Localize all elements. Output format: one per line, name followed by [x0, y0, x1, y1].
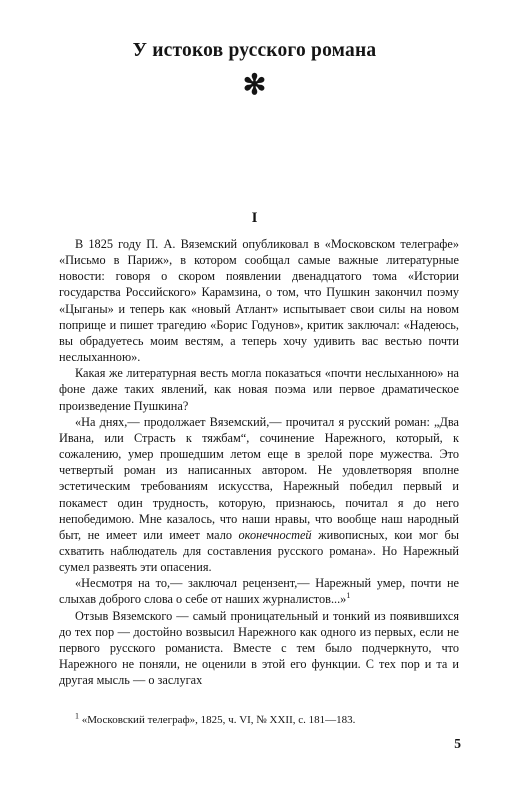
- paragraph-1: В 1825 году П. А. Вяземский опубликовал в «Московском телеграфе» «Письмо в Париж», в котором сообщал самые важные литературные новости: говоря о скором появлении двенадцатого тома «Истории государства Российского» Карамзина, о том, что Пушкин закончил поэму «Цыганы» и теперь как «новый Атлант» испытывает свои силы на новом поприще и пишет трагедию «Борис Годунов», критик заключал: «Надеюсь, вы обрадуетесь моим вестям, а теперь хочу удивить вас вестью почти неслыханною».: [59, 237, 459, 365]
- paragraph-4-text: «Несмотря на то,— заключал рецензент,— Нарежный умер, почти не слыхав доброго слова о себе от наших журналистов...»: [59, 576, 459, 607]
- footnote-marker: 1: [75, 711, 79, 721]
- page-title: У истоков русского романа: [132, 40, 377, 61]
- paragraph-3-text-b: живописных, кои мог бы схватить наблюдатель для составления русского романа». Но Нарежный сумел развеять эти опасения.: [59, 527, 459, 575]
- footnote: [59, 713, 459, 727]
- paragraph-3: [59, 414, 459, 576]
- page-number: 5: [454, 736, 461, 751]
- paragraph-3-emphasis: оконечностей: [238, 527, 312, 542]
- body-text: [59, 236, 459, 688]
- footnote-text: «Московский телеграф», 1825, ч. VI, № XXII, с. 181—183.: [81, 714, 356, 726]
- paragraph-3-text-a: «На днях,— продолжает Вяземский,— прочитал я русский роман: „Два Ивана, или Страсть к тяжбам“, сочинение Нарежного, который, к сожалению, умер прошедшим летом еще в зрелой поре мужества. Это четвертый роман из написанных автором. Не удовлетворяя вполне эстетическим требованиям искусства, Нарежный победил первый и покамест один трудность, которую, признаюсь, почитал я до него непобедимою. Мне казалось, что наши нравы, что вообще наш народный быт, не имеет или имеет мало: [59, 414, 459, 542]
- asterism-ornament-icon: ✻: [242, 70, 267, 101]
- footnote-reference: 1: [346, 591, 351, 601]
- paragraph-2: Какая же литературная весть могла показаться «почти неслыханною» на фоне даже таких явлений, как новая поэма или первое драматическое произведение Пушкина?: [59, 366, 459, 413]
- paragraph-4: [59, 575, 459, 607]
- paragraph-5: Отзыв Вяземского — самый проницательный и тонкий из появившихся до тех пор — достойно возвысил Нарежного как одного из первых, если не первого русского романиста. Вместе с тем было подчеркнуто, что Нарежного не поняли, не оценили в этой его функции. С тех пор и та и другая мысль — о заслугах: [59, 608, 459, 688]
- chapter-number: I: [251, 210, 258, 226]
